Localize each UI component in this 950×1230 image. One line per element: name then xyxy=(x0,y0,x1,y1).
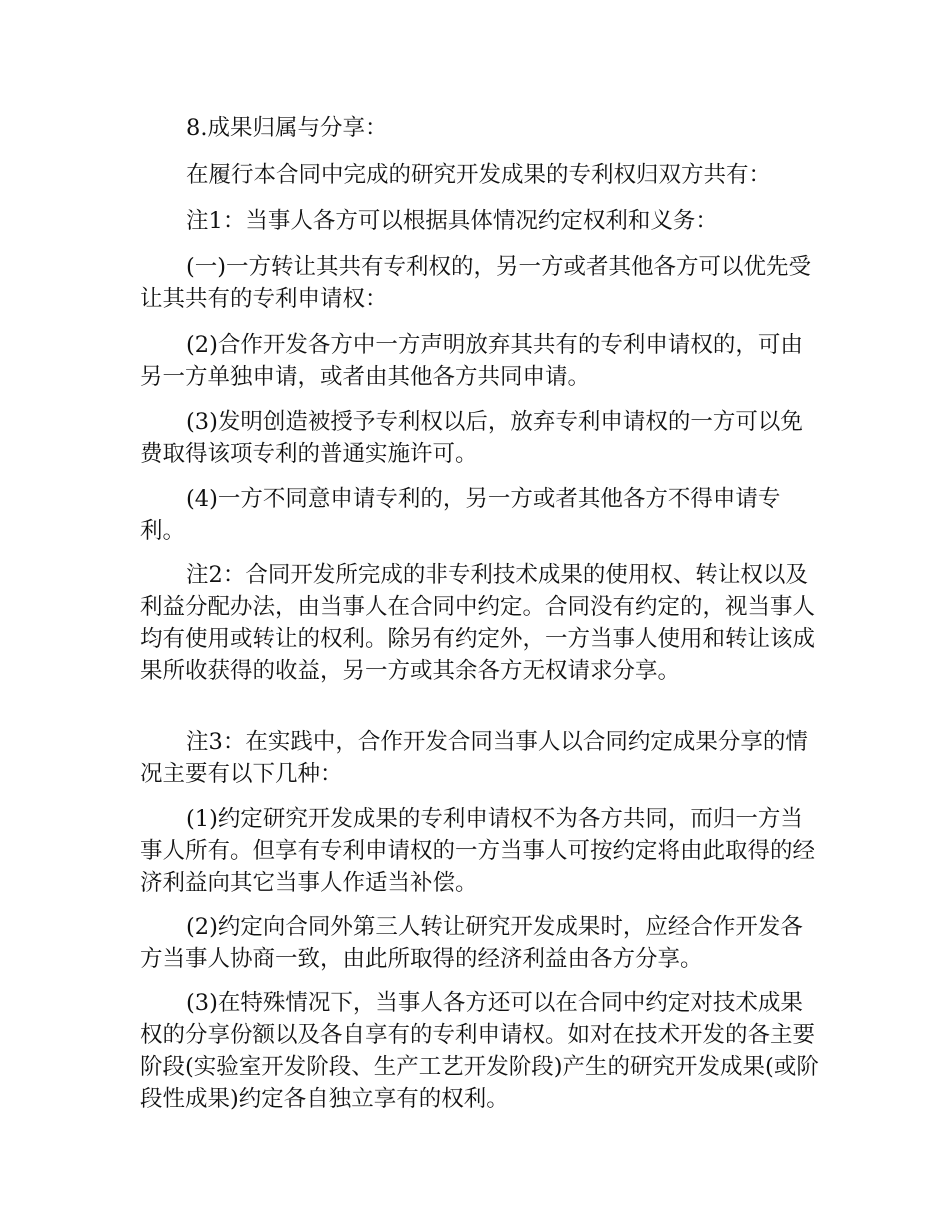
section-heading: 8.成果归属与分享： xyxy=(186,115,388,141)
list-paragraph: (4)一方不同意申请专利的，另一方或者其他各方不得申请专利。 xyxy=(140,486,781,544)
list-paragraph: (一)一方转让其共有专利权的，另一方或者其他各方可以优先受让其共有的专利申请权： xyxy=(140,254,812,312)
note-paragraph: 注1：当事人各方可以根据具体情况约定权利和义务： xyxy=(186,208,718,234)
list-paragraph: (3)发明创造被授予专利权以后，放弃专利申请权的一方可以免费取得该项专利的普通实施许可。 xyxy=(140,409,803,467)
list-paragraph: (2)约定向合同外第三人转让研究开发成果时，应经合作开发各方当事人协商一致，由此所取得的经济利益由各方分享。 xyxy=(140,914,803,972)
note-paragraph: 注2：合同开发所完成的非专利技术成果的使用权、转让权以及利益分配办法，由当事人在合同中约定。合同没有约定的，视当事人均有使用或转让的权利。除另有约定外，一方当事人使用和转让该成果所收获得的收益，另一方或其余各方无权请求分享。 xyxy=(140,562,816,684)
list-paragraph: (2)合作开发各方中一方声明放弃其共有的专利申请权的，可由另一方单独申请，或者由其他各方共同申请。 xyxy=(140,332,803,390)
list-paragraph: (1)约定研究开发成果的专利申请权不为各方共同，而归一方当事人所有。但享有专利申请权的一方当事人可按约定将由此取得的经济利益向其它当事人作适当补偿。 xyxy=(140,806,816,896)
paragraph: 在履行本合同中完成的研究开发成果的专利权归双方共有： xyxy=(186,162,772,188)
list-paragraph: (3)在特殊情况下，当事人各方还可以在合同中约定对技术成果权的分享份额以及各自享有的专利申请权。如对在技术开发的各主要阶段(实验室开发阶段、生产工艺开发阶段)产生的研究开发成果(或阶段性成果)约定各自独立享有的权利。 xyxy=(140,990,819,1112)
note-paragraph: 注3：在实践中，合作开发合同当事人以合同约定成果分享的情况主要有以下几种： xyxy=(140,729,808,787)
